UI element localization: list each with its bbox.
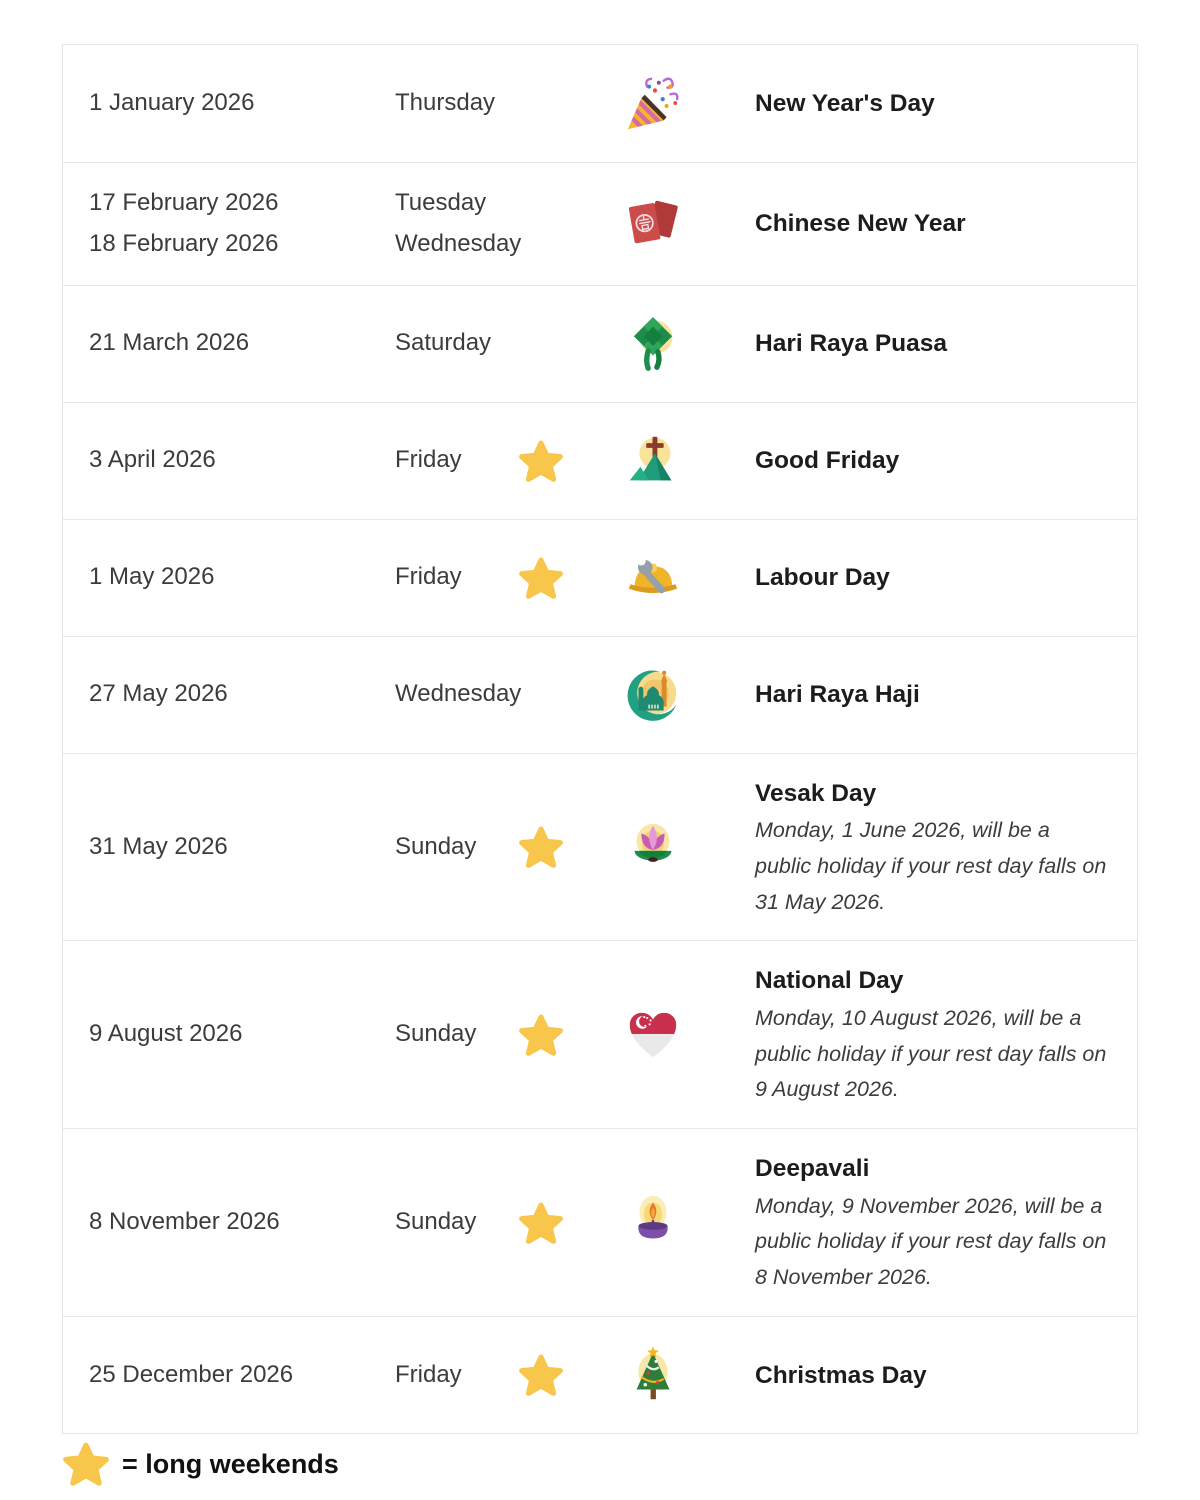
holiday-info xyxy=(721,1149,1109,1296)
holiday-day: Wednesday xyxy=(395,229,522,257)
holiday-icon-cell xyxy=(585,664,721,726)
holiday-dates xyxy=(89,323,395,364)
holiday-date: 31 May 2026 xyxy=(89,832,228,860)
holiday-icon-cell xyxy=(585,1344,721,1406)
holiday-day: Friday xyxy=(395,563,462,591)
holiday-icon-cell xyxy=(585,430,721,492)
holiday-name: National Day xyxy=(755,967,904,995)
holiday-day: Thursday xyxy=(395,89,496,117)
holiday-row xyxy=(63,162,1137,285)
long-weekend-star-icon xyxy=(518,1200,564,1246)
holiday-row xyxy=(63,402,1137,519)
long-weekend-star-cell xyxy=(497,1200,585,1246)
holiday-icon-cell xyxy=(585,1004,721,1066)
holiday-name: Labour Day xyxy=(755,564,890,591)
holiday-date: 18 February 2026 xyxy=(89,229,279,257)
hard-hat-icon xyxy=(622,547,684,609)
holiday-icon-cell xyxy=(585,547,721,609)
long-weekend-star-icon xyxy=(518,824,564,870)
holiday-dates xyxy=(89,83,395,124)
holiday-days xyxy=(395,1355,497,1396)
holiday-note: Monday, 1 June 2026, will be a public holiday if your rest day falls on 31 May 2026. xyxy=(755,817,1107,914)
holiday-day: Saturday xyxy=(395,329,492,357)
holiday-day: Wednesday xyxy=(395,680,522,708)
holiday-info xyxy=(721,961,1109,1108)
flag-heart-icon xyxy=(622,1004,684,1066)
christmas-tree-icon xyxy=(622,1344,684,1406)
long-weekend-star-icon xyxy=(518,1012,564,1058)
holiday-row xyxy=(63,45,1137,162)
holiday-name: Christmas Day xyxy=(755,1361,927,1389)
holiday-icon-cell xyxy=(585,193,721,255)
legend xyxy=(62,1440,339,1488)
holiday-info xyxy=(721,324,1109,363)
holiday-day: Tuesday xyxy=(395,189,487,216)
holiday-dates xyxy=(89,1355,395,1396)
holiday-date: 1 January 2026 xyxy=(89,89,255,117)
holiday-icon-cell xyxy=(585,816,721,878)
holiday-days xyxy=(395,557,497,598)
holiday-icon-cell xyxy=(585,313,721,375)
holiday-name: Hari Raya Puasa xyxy=(755,330,948,357)
holiday-row xyxy=(63,636,1137,753)
holiday-row xyxy=(63,753,1137,941)
holiday-date: 17 February 2026 xyxy=(89,189,279,216)
holiday-days xyxy=(395,1014,497,1055)
holiday-days xyxy=(395,183,522,265)
holiday-row xyxy=(63,940,1137,1128)
holiday-name: New Year's Day xyxy=(755,89,935,117)
holiday-info xyxy=(721,84,1109,123)
holiday-date: 9 August 2026 xyxy=(89,1020,243,1048)
holiday-date: 27 May 2026 xyxy=(89,680,228,708)
holiday-info xyxy=(721,558,1109,597)
holiday-row xyxy=(63,1128,1137,1316)
holiday-dates xyxy=(89,557,395,598)
red-envelopes-icon xyxy=(622,193,684,255)
holiday-icon-cell xyxy=(585,1192,721,1254)
holiday-dates xyxy=(89,1014,395,1055)
holiday-date: 25 December 2026 xyxy=(89,1360,294,1388)
holiday-day: Sunday xyxy=(395,832,477,860)
holiday-row xyxy=(63,285,1137,402)
ketupat-icon xyxy=(622,313,684,375)
long-weekend-star-cell xyxy=(497,438,585,484)
holiday-note: Monday, 9 November 2026, will be a public holiday if your rest day falls on 8 November 2026. xyxy=(755,1193,1107,1290)
long-weekend-star-cell xyxy=(497,1352,585,1398)
legend-text: = long weekends xyxy=(122,1448,339,1479)
holiday-day: Sunday xyxy=(395,1208,477,1236)
holiday-name: Vesak Day xyxy=(755,779,877,807)
holiday-days xyxy=(395,827,497,868)
long-weekend-star-icon xyxy=(518,1352,564,1398)
holiday-icon-cell xyxy=(585,73,721,135)
holiday-days xyxy=(395,674,522,715)
holiday-info xyxy=(721,675,1109,714)
holiday-dates xyxy=(89,674,395,715)
holiday-info xyxy=(721,774,1109,921)
lotus-icon xyxy=(622,816,684,878)
holiday-name: Chinese New Year xyxy=(755,210,966,238)
holiday-days xyxy=(395,1202,497,1243)
diya-lamp-icon xyxy=(622,1192,684,1254)
holiday-info xyxy=(721,204,1109,243)
holiday-name: Deepavali xyxy=(755,1155,870,1183)
holiday-days xyxy=(395,323,497,364)
holiday-days xyxy=(395,440,497,481)
star-icon xyxy=(62,1440,110,1488)
long-weekend-star-cell xyxy=(497,1012,585,1058)
holiday-dates xyxy=(89,183,395,265)
holiday-note: Monday, 10 August 2026, will be a public holiday if your rest day falls on 9 August 2026. xyxy=(755,1005,1107,1102)
holiday-day: Friday xyxy=(395,1360,462,1388)
holiday-day: Friday xyxy=(395,446,462,474)
holiday-date: 8 November 2026 xyxy=(89,1208,280,1236)
holiday-date: 21 March 2026 xyxy=(89,329,250,357)
holiday-date: 3 April 2026 xyxy=(89,446,216,474)
holiday-info xyxy=(721,441,1109,480)
long-weekend-star-icon xyxy=(518,555,564,601)
holiday-name: Good Friday xyxy=(755,447,900,474)
holiday-name: Hari Raya Haji xyxy=(755,681,920,708)
holiday-dates xyxy=(89,1202,395,1243)
holiday-row xyxy=(63,1316,1137,1433)
holiday-info xyxy=(721,1356,1109,1395)
holiday-row xyxy=(63,519,1137,636)
cross-mountain-icon xyxy=(622,430,684,492)
long-weekend-star-icon xyxy=(518,438,564,484)
party-popper-icon xyxy=(622,73,684,135)
holiday-date: 1 May 2026 xyxy=(89,563,215,591)
holiday-dates xyxy=(89,440,395,481)
long-weekend-star-cell xyxy=(497,824,585,870)
holiday-table xyxy=(62,44,1138,1434)
mosque-icon xyxy=(622,664,684,726)
holiday-day: Sunday xyxy=(395,1020,477,1048)
long-weekend-star-cell xyxy=(497,555,585,601)
holiday-days xyxy=(395,83,497,124)
holiday-dates xyxy=(89,827,395,868)
